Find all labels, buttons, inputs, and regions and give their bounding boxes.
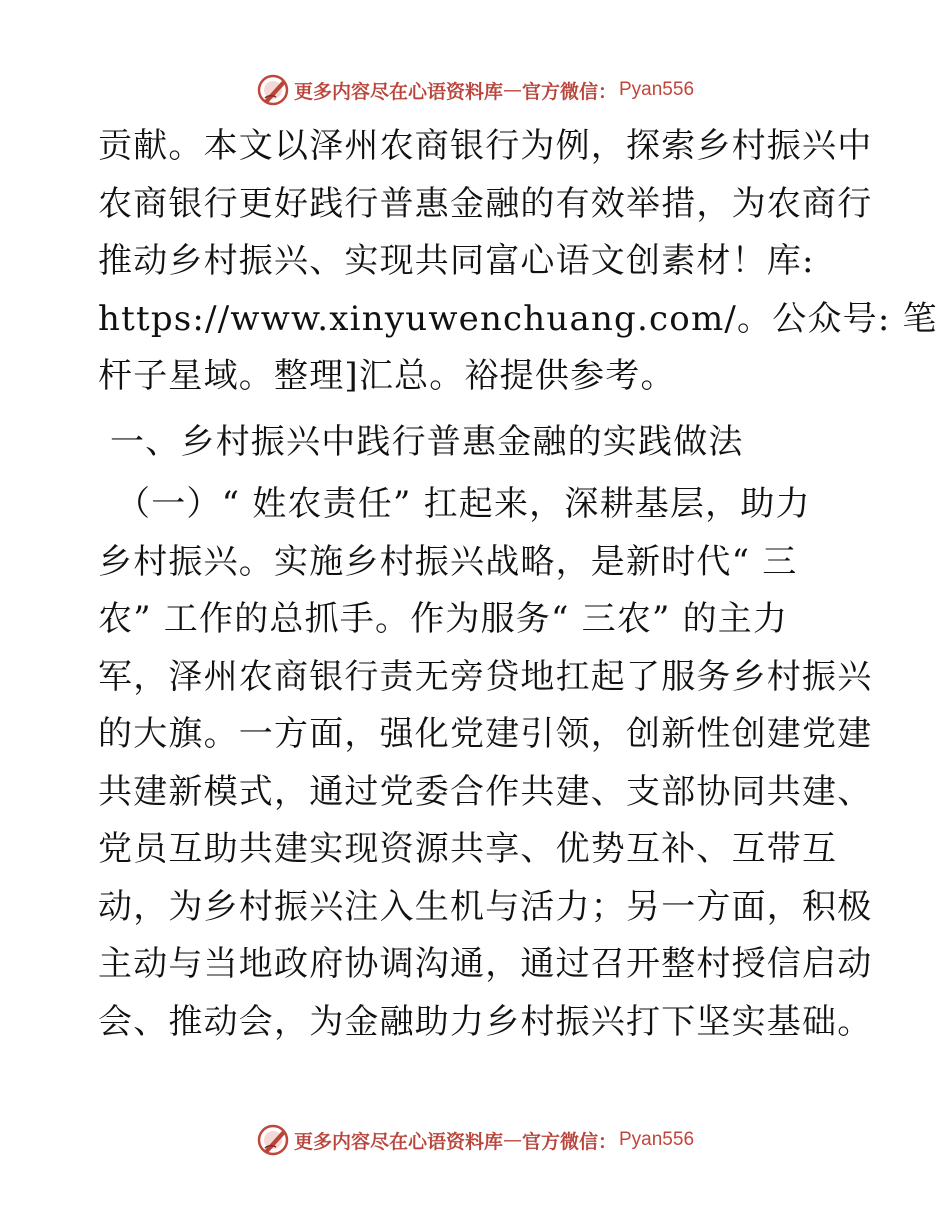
watermark-label: 官方微信： [521, 80, 617, 103]
subsection-line: 党员互助共建实现资源共享、优势互补、互带互 [98, 829, 838, 869]
intro-line: 推动乡村振兴、实现共同富心语文创素材！库: [98, 241, 815, 281]
watermark-banner-top [0, 70, 950, 110]
watermark-text: 更多内容尽在心语资料库 [293, 80, 503, 103]
watermark-banner-bottom [0, 1120, 950, 1160]
section-heading: 一、乡村振兴中践行普惠金融的实践做法 [110, 421, 744, 462]
subsection-line: 乡村振兴。实施乡村振兴战略，是新时代“ 三 [98, 541, 798, 582]
document-body [98, 118, 938, 1051]
watermark-text: 更多内容尽在心语资料库 [293, 1130, 503, 1153]
watermark-label: 官方微信： [521, 1130, 617, 1153]
subsection-line: （一）“ 姓农责任” 扛起来，深耕基层，助力 [116, 484, 811, 524]
subsection-line: 军，泽州农商银行责无旁贷地扛起了服务乡村振兴 [98, 656, 873, 697]
brand-logo-icon [256, 1123, 290, 1157]
subsection-line: 会、推动会，为金融助力乡村振兴打下坚实基础。 [98, 1001, 873, 1042]
subsection-line: 农” 工作的总抓手。作为服务“ 三农” 的主力 [98, 599, 789, 639]
subsection-line: 共建新模式，通过党委合作共建、支部协同共建、 [98, 771, 873, 812]
subsection-line: 的大旗。一方面，强化党建引领，创新性创建党建 [98, 714, 873, 754]
watermark-wechat-id: Pyan556 [619, 79, 695, 100]
subsection-line: 主动与当地政府协调沟通，通过召开整村授信启动 [98, 944, 873, 984]
subsection-line: 动，为乡村振兴注入生机与活力；另一方面，积极 [98, 886, 873, 927]
watermark-separator: — [502, 1129, 522, 1151]
brand-logo-icon [256, 73, 290, 107]
intro-line: 杆子星域。整理]汇总。裕提供参考。 [98, 356, 676, 396]
intro-line: https://www.xinyuwenchuang.com/。公众号: 笔 [98, 298, 938, 339]
intro-line: 农商银行更好践行普惠金融的有效举措，为农商行 [98, 183, 873, 224]
watermark-wechat-id: Pyan556 [619, 1129, 695, 1150]
intro-line: 贡献。本文以泽州农商银行为例，探索乡村振兴中 [98, 126, 873, 166]
watermark-separator: — [502, 79, 522, 101]
